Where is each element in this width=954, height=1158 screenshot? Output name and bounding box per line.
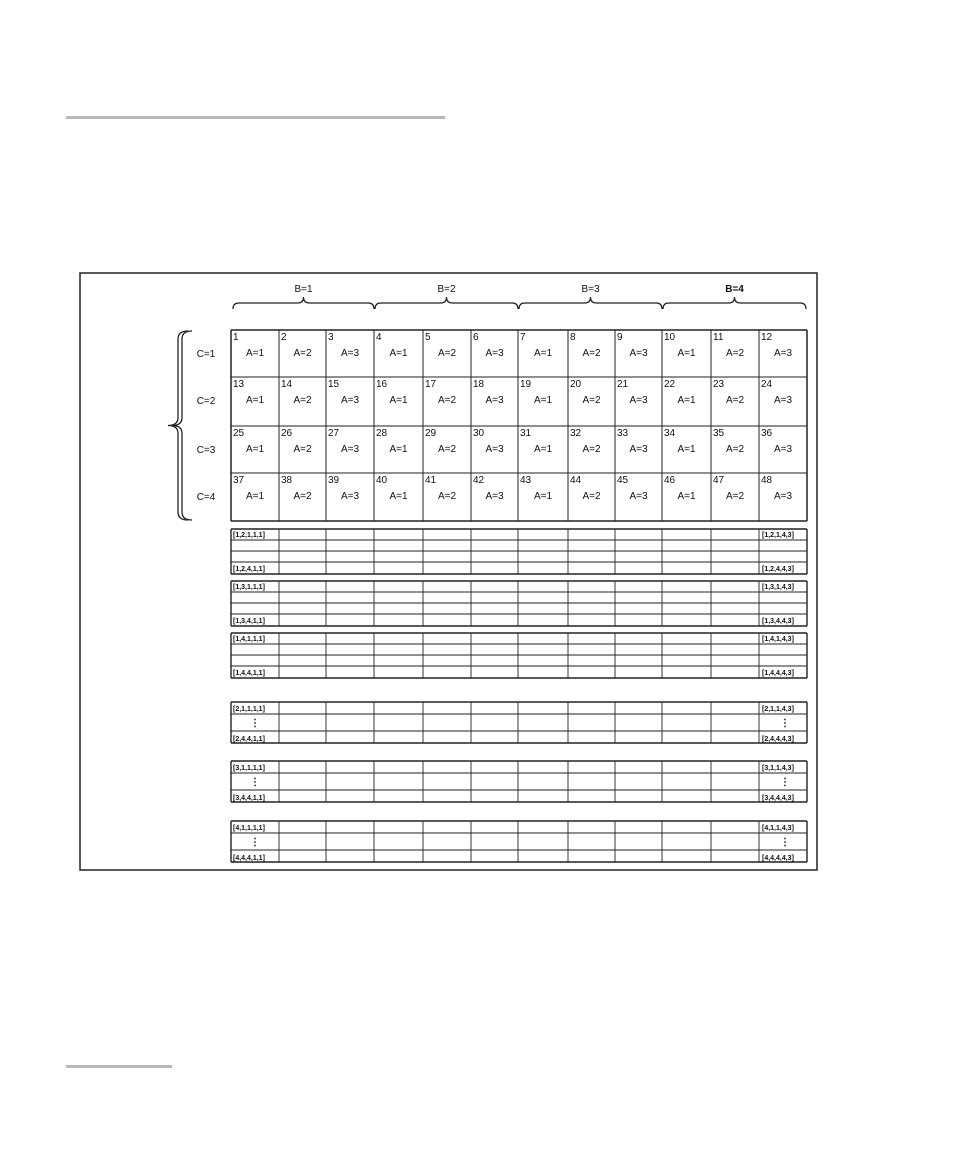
cell-a-label: A=2 xyxy=(293,491,312,502)
cell-a-label: A=1 xyxy=(533,491,553,502)
cell-number: 40 xyxy=(376,475,388,486)
index-label: [2,4,4,4,3] xyxy=(762,736,794,743)
cell-number: 5 xyxy=(425,332,431,343)
b-brace xyxy=(233,297,374,309)
b-label: B=3 xyxy=(581,284,600,295)
cell-a-label: A=1 xyxy=(245,444,265,455)
b-brace xyxy=(663,297,806,309)
cell-a-label: A=2 xyxy=(725,348,745,359)
ellipsis-mark: ⋮ xyxy=(250,837,260,848)
index-label: [4,4,4,4,3] xyxy=(762,855,794,862)
index-label: [1,3,4,1,1] xyxy=(233,618,265,625)
cell-number: 36 xyxy=(761,428,773,439)
cell-number: 13 xyxy=(233,379,245,390)
ellipsis-mark: ⋮ xyxy=(250,777,260,788)
b-label: B=4 xyxy=(725,284,744,295)
index-label: [1,4,1,1,1] xyxy=(233,636,265,643)
cell-number: 45 xyxy=(617,475,629,486)
cell-a-label: A=3 xyxy=(773,395,793,406)
index-label: [1,2,1,1,1] xyxy=(233,532,265,539)
cell-number: 3 xyxy=(328,332,334,343)
cell-a-label: A=2 xyxy=(437,348,457,359)
cell-number: 38 xyxy=(281,475,293,486)
index-label: [1,4,4,4,3] xyxy=(762,670,794,677)
cell-a-label: A=2 xyxy=(437,395,457,406)
cell-a-label: A=1 xyxy=(245,491,265,502)
cell-a-label: A=1 xyxy=(677,491,696,502)
c-label: C=3 xyxy=(196,445,216,456)
cell-a-label: A=3 xyxy=(773,444,793,455)
c-brace xyxy=(172,331,192,520)
cell-number: 31 xyxy=(520,428,532,439)
cell-number: 4 xyxy=(376,332,382,343)
index-label: [4,1,1,1,1] xyxy=(233,825,265,832)
d-brace-hidden xyxy=(168,331,188,520)
index-label: [2,4,4,1,1] xyxy=(233,736,265,743)
cell-number: 18 xyxy=(473,379,485,390)
cell-a-label: A=3 xyxy=(340,395,360,406)
cell-number: 11 xyxy=(713,332,724,343)
index-label: [3,4,4,4,3] xyxy=(762,795,794,802)
index-label: [2,1,1,4,3] xyxy=(762,706,794,713)
cell-number: 15 xyxy=(328,379,340,390)
cell-number: 25 xyxy=(233,428,245,439)
cell-a-label: A=2 xyxy=(725,395,745,406)
index-label: [2,1,1,1,1] xyxy=(233,706,265,713)
cell-number: 9 xyxy=(617,332,623,343)
index-label: [1,2,4,1,1] xyxy=(233,566,265,573)
cell-a-label: A=1 xyxy=(245,395,265,406)
cell-a-label: A=1 xyxy=(677,444,696,455)
cell-number: 20 xyxy=(570,379,582,390)
cell-a-label: A=1 xyxy=(389,444,408,455)
cell-number: 10 xyxy=(664,332,676,343)
cell-number: 29 xyxy=(425,428,437,439)
c-label: C=2 xyxy=(196,396,216,407)
cell-a-label: A=2 xyxy=(437,444,457,455)
cell-a-label: A=2 xyxy=(582,395,601,406)
cell-number: 27 xyxy=(328,428,340,439)
cell-number: 39 xyxy=(328,475,340,486)
cell-number: 17 xyxy=(425,379,437,390)
cell-a-label: A=3 xyxy=(773,348,793,359)
index-label: [1,3,4,4,3] xyxy=(762,618,794,625)
c-label: C=4 xyxy=(196,492,216,503)
cell-a-label: A=2 xyxy=(582,491,601,502)
cell-number: 21 xyxy=(617,379,629,390)
cell-number: 34 xyxy=(664,428,676,439)
cell-a-label: A=1 xyxy=(389,491,408,502)
cell-a-label: A=3 xyxy=(485,444,504,455)
cell-number: 46 xyxy=(664,475,676,486)
cell-number: 23 xyxy=(713,379,725,390)
cell-number: 12 xyxy=(761,332,773,343)
cell-a-label: A=3 xyxy=(485,395,504,406)
index-label: [1,2,1,4,3] xyxy=(762,532,794,539)
cell-number: 24 xyxy=(761,379,773,390)
cell-number: 26 xyxy=(281,428,293,439)
cell-a-label: A=3 xyxy=(629,491,648,502)
cell-number: 37 xyxy=(233,475,245,486)
ellipsis-mark: ⋮ xyxy=(780,837,790,848)
cell-a-label: A=3 xyxy=(773,491,793,502)
cell-a-label: A=3 xyxy=(340,444,360,455)
cell-number: 48 xyxy=(761,475,773,486)
ellipsis-mark: ⋮ xyxy=(780,718,790,729)
cell-number: 6 xyxy=(473,332,479,343)
c-label: C=1 xyxy=(196,349,216,360)
cell-number: 42 xyxy=(473,475,485,486)
cell-a-label: A=3 xyxy=(629,348,648,359)
cell-number: 19 xyxy=(520,379,532,390)
index-label: [1,4,4,1,1] xyxy=(233,670,265,677)
cell-number: 22 xyxy=(664,379,676,390)
cell-number: 33 xyxy=(617,428,629,439)
cell-a-label: A=2 xyxy=(293,444,312,455)
cell-a-label: A=2 xyxy=(293,348,312,359)
cell-a-label: A=3 xyxy=(629,395,648,406)
cell-a-label: A=1 xyxy=(245,348,265,359)
cell-a-label: A=2 xyxy=(725,444,745,455)
cell-a-label: A=2 xyxy=(293,395,312,406)
cell-number: 2 xyxy=(281,332,287,343)
index-label: [3,1,1,1,1] xyxy=(233,765,265,772)
cell-a-label: A=2 xyxy=(582,348,601,359)
diagram-frame xyxy=(80,273,817,870)
cell-a-label: A=3 xyxy=(340,348,360,359)
cell-a-label: A=1 xyxy=(677,395,696,406)
cell-number: 16 xyxy=(376,379,388,390)
cell-number: 47 xyxy=(713,475,725,486)
cell-a-label: A=1 xyxy=(533,444,553,455)
cell-a-label: A=2 xyxy=(582,444,601,455)
cell-a-label: A=1 xyxy=(389,395,408,406)
cell-a-label: A=1 xyxy=(677,348,696,359)
b-brace xyxy=(375,297,518,309)
cell-a-label: A=3 xyxy=(340,491,360,502)
cell-a-label: A=3 xyxy=(485,348,504,359)
cell-a-label: A=2 xyxy=(725,491,745,502)
cell-a-label: A=1 xyxy=(533,348,553,359)
index-label: [1,3,1,4,3] xyxy=(762,584,794,591)
index-label: [3,1,1,4,3] xyxy=(762,765,794,772)
index-label: [1,3,1,1,1] xyxy=(233,584,265,591)
ellipsis-mark: ⋮ xyxy=(780,777,790,788)
cell-number: 1 xyxy=(233,332,239,343)
index-label: [4,4,4,1,1] xyxy=(233,855,265,862)
b-label: B=1 xyxy=(294,284,313,295)
cell-number: 41 xyxy=(425,475,437,486)
index-label: [1,4,1,4,3] xyxy=(762,636,794,643)
cell-number: 43 xyxy=(520,475,532,486)
b-brace xyxy=(519,297,662,309)
index-label: [3,4,4,1,1] xyxy=(233,795,265,802)
ellipsis-mark: ⋮ xyxy=(250,718,260,729)
cell-a-label: A=3 xyxy=(629,444,648,455)
cell-number: 8 xyxy=(570,332,576,343)
b-label: B=2 xyxy=(437,284,456,295)
cell-number: 7 xyxy=(520,332,526,343)
cell-a-label: A=2 xyxy=(437,491,457,502)
index-label: [4,1,1,4,3] xyxy=(762,825,794,832)
cell-a-label: A=1 xyxy=(533,395,553,406)
cell-number: 32 xyxy=(570,428,582,439)
cell-number: 44 xyxy=(570,475,582,486)
cell-a-label: A=1 xyxy=(389,348,408,359)
cell-a-label: A=3 xyxy=(485,491,504,502)
cell-number: 14 xyxy=(281,379,293,390)
cell-number: 30 xyxy=(473,428,485,439)
cell-number: 28 xyxy=(376,428,388,439)
index-label: [1,2,4,4,3] xyxy=(762,566,794,573)
cell-number: 35 xyxy=(713,428,725,439)
